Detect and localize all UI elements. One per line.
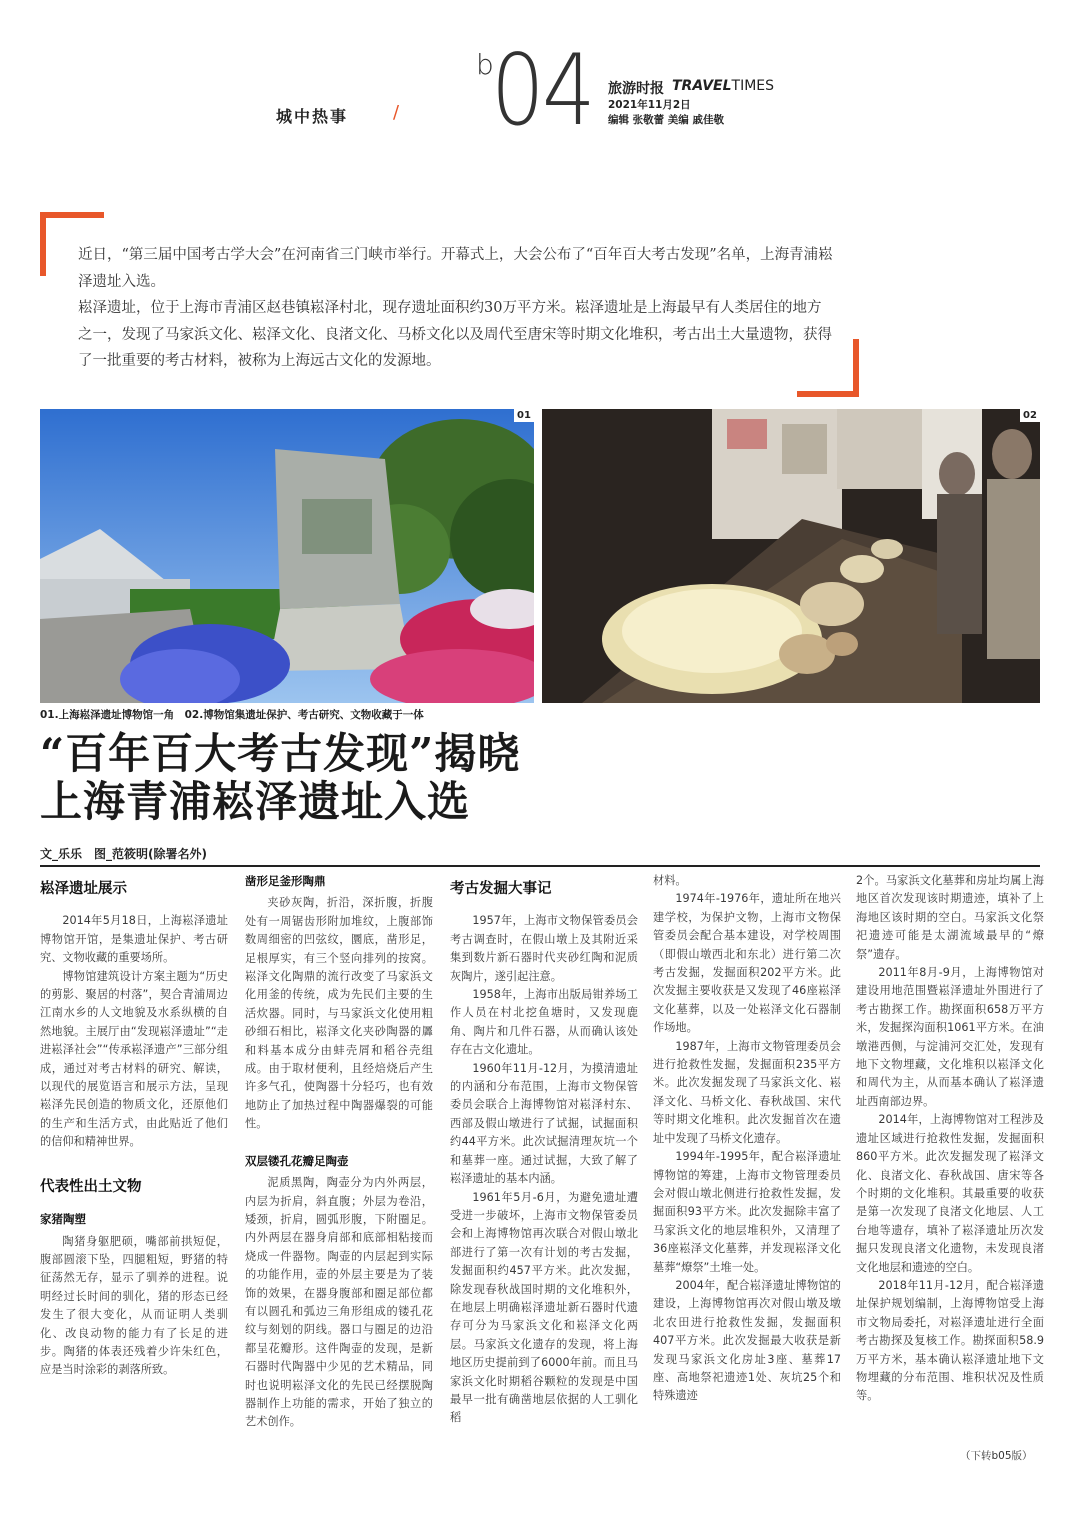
headline bbox=[40, 730, 520, 826]
section-slash: / bbox=[393, 102, 400, 123]
column-rule bbox=[40, 865, 1040, 867]
paragraph: 材料。 bbox=[653, 874, 687, 887]
paragraph: 1957年，上海市文物保管委员会考古调查时，在假山墩上及其附近采集到数片新石器时代夹砂红陶和泥质灰陶片，遂引起注意。 bbox=[450, 914, 638, 983]
photo-museum-exhibit bbox=[542, 409, 1040, 703]
column-5 bbox=[856, 872, 1044, 1406]
column-3 bbox=[450, 872, 638, 1428]
paragraph: 2014年，上海博物馆对工程涉及遗址区域进行抢救性发掘，发掘面积860平方米。此次发掘发现了崧泽文化、良渚文化、春秋战国、唐宋等各个时期的文化堆积。其最重要的收获是第一次发现了良渚文化地层、人工台地等遗存，填补了崧泽遗址历次发掘只发现良渚文化遗物，未发现良渚文化地层和遗迹的空白。 bbox=[856, 1113, 1044, 1274]
page-number: 04 bbox=[491, 34, 594, 148]
subheading: 代表性出土文物 bbox=[40, 1177, 142, 1195]
photo-number-1: 01 bbox=[514, 409, 534, 422]
paper-name-en-bold: TRAVEL bbox=[672, 78, 732, 94]
artifact-title: 双层镂孔花瓣足陶壶 bbox=[245, 1153, 349, 1168]
subheading: 考古发掘大事记 bbox=[450, 880, 552, 897]
column-4 bbox=[653, 872, 841, 1406]
intro-text bbox=[78, 242, 833, 375]
paragraph: 泥质黑陶，陶壶分为内外两层，内层为折肩，斜直腹；外层为卷沿，矮颈，折肩，圆弧形腹，下附圈足。内外两层在器身肩部和底部相粘接而烧成一件器物。陶壶的内层起到实际的功能作用，壶的外层主要是为了装饰的效果，在器身腹部和圈足部位都有以圆孔和弧边三角形组成的镂孔花纹与刻划的阴线。器口与圈足的边沿都呈花瓣形。这件陶壶的发现，是新石器时代陶器中少见的艺术精品，同时也说明崧泽文化的先民已经摆脱陶器制作上功能的需求，开始了独立的艺术创作。 bbox=[245, 1176, 433, 1429]
paragraph: 1960年11月-12月，为摸清遗址的内涵和分布范围，上海市文物保管委员会联合上海博物馆对崧泽村东、西部及假山墩进行了试掘，试掘面积约44平方米。此次试掘清理灰坑一个和墓葬一座。通过试掘，大致了解了崧泽遗址的基本内涵。 bbox=[450, 1061, 638, 1186]
paragraph: 1994年-1995年，配合崧泽遗址博物馆的筹建，上海市文物管理委员会对假山墩北侧进行抢救性发掘，发掘面积93平方米。此次发掘除丰富了马家浜文化的地层堆积外，又清理了36座崧泽文化墓葬，并发现崧泽文化墓葬“燎祭”土堆一处。 bbox=[653, 1150, 841, 1274]
byline: 文_乐乐 图_范筱明(除署名外) bbox=[40, 847, 207, 861]
artifact-title: 凿形足釜形陶鼎 bbox=[245, 874, 326, 888]
paragraph: 夹砂灰陶，折沿，深折腹，折腹处有一周锯齿形附加堆纹，上腹部饰数周细密的凹弦纹，圜底，凿形足，足根厚实，有三个竖向排列的按窝。崧泽文化陶鼎的流行改变了马家浜文化用釜的传统，成为先民们主要的生活炊器。同时，与马家浜文化使用粗砂细石相比，崧泽文化夹砂陶器的羼和料基本成分由蚌壳屑和稻谷壳组成。由于取材便利，且经焙烧后产生许多气孔，使陶器十分轻巧，也有效地防止了加热过程中陶器爆裂的可能性。 bbox=[245, 896, 433, 1131]
page-letter: b bbox=[476, 48, 494, 81]
subheading: 崧泽遗址展示 bbox=[40, 880, 127, 897]
paper-name-cn: 旅游时报 bbox=[608, 81, 664, 97]
paragraph: 博物馆建筑设计方案主题为“历史的剪影、聚居的村落”，契合青浦周边江南水乡的人文地貌及水系纵横的自然地貌。主展厅由“发现崧泽遗址”“走进崧泽社会”“传承崧泽遗产”三部分组成，通过对考古材料的研究、解读，以现代的展览语言和展示方法，呈现崧泽先民创造的物质文化，还原他们的生产和生活方式，由此贴近了他们的信仰和精神世界。 bbox=[40, 969, 228, 1149]
paragraph: 1961年5月-6月，为避免遗址遭受进一步破坏，上海市文物保管委员会和上海博物馆再次联合对假山墩北部进行了第一次有计划的考古发掘，发掘面积约457平方米。此次发掘，除发现春秋战国时期的文化堆积外，在地层上明确崧泽遗址新石器时代遗存可分为马家浜文化和崧泽文化两层。马家浜文化遗存的发现，将上海地区历史提前到了6000年前。而且马家浜文化时期稻谷颗粒的发现是中国最早一批有确凿地层依据的人工驯化稻 bbox=[450, 1190, 638, 1425]
continued-note: （下转b05版） bbox=[960, 1450, 1033, 1462]
paper-name-en-rest: TIMES bbox=[731, 78, 775, 94]
photo-caption: 01.上海崧泽遗址博物馆一角 02.博物馆集遗址保护、考古研究、文物收藏于一体 bbox=[40, 709, 424, 721]
paragraph: 1958年，上海市出版局钳养场工作人员在村北挖鱼塘时，又发现鹿角、陶片和几件石器，从而确认该处存在古文化遗址。 bbox=[450, 988, 638, 1057]
paragraph: 2个。马家浜文化墓葬和房址均属上海地区首次发现该时期遗迹，填补了上海地区该时期的空白。马家浜文化祭祀遗迹可能是太湖流域最早的“燎祭”遗存。 bbox=[856, 874, 1044, 961]
paragraph: 1974年-1976年，遗址所在地兴建学校，为保护文物，上海市文物保管委员会配合基本建设，对学校周围（即假山墩西北和东北）进行第二次考古发掘，发掘面积202平方米。此次发掘主要收获是又发现了46座崧泽文化墓葬，以及一处崧泽文化石器制作场地。 bbox=[653, 892, 841, 1035]
paragraph: 2014年5月18日，上海崧泽遗址博物馆开馆，是集遗址保护、考古研究、文物收藏的重要场所。 bbox=[40, 914, 228, 965]
paragraph: 陶猪身躯肥硕，嘴部前拱短促，腹部圆滚下坠，四腿粗短，野猪的特征荡然无存，显示了驯养的进程。说明经过长时间的驯化，猪的形态已经发生了很大变化，从而证明人类驯化、改良动物的能力有了长足的进步。陶猪的体表还残着少许朱红色，应是当时涂彩的剥落所致。 bbox=[40, 1234, 228, 1377]
paragraph: 1987年，上海市文物管理委员会进行抢救性发掘，发掘面积235平方米。此次发掘发现了马家浜文化、崧泽文化、马桥文化、春秋战国、宋代等时期文化堆积。此次发掘首次在遗址中发现了马桥文化遗存。 bbox=[653, 1039, 841, 1145]
photo-museum-monument bbox=[40, 409, 534, 703]
intro-paragraph: 近日，“第三届中国考古学大会”在河南省三门峡市举行。开幕式上，大会公布了“百年百大考古发现”名单，上海青浦崧泽遗址入选。 bbox=[78, 247, 833, 290]
intro-paragraph: 崧泽遗址，位于上海市青浦区赵巷镇崧泽村北，现存遗址面积约30万平方米。崧泽遗址是上海最早有人类居住的地方之一，发现了马家浜文化、崧泽文化、良渚文化、马桥文化以及周代至唐宋等时期文化堆积，考古出土大量遗物，获得了一批重要的考古材料，被称为上海远古文化的发源地。 bbox=[78, 300, 832, 370]
editors-line: 编辑 张敬蕾 美编 戚佳敬 bbox=[608, 114, 724, 126]
paper-name-en bbox=[672, 78, 774, 94]
photo-number-2: 02 bbox=[1020, 409, 1040, 422]
headline-line-1: “百年百大考古发现”揭晓 bbox=[40, 729, 521, 778]
publication-date: 2021年11月2日 bbox=[608, 99, 691, 111]
artifact-title: 家猪陶塑 bbox=[40, 1212, 86, 1227]
column-2 bbox=[245, 872, 433, 1432]
headline-line-2: 上海青浦崧泽遗址入选 bbox=[40, 777, 471, 826]
bracket-bottom-right bbox=[797, 339, 859, 397]
paragraph: 2011年8月-9月，上海博物馆对建设用地范围暨崧泽遗址外围进行了考古勘探工作。勘探面积658万平方米，发掘探沟面积1061平方米。在油墩港西侧，与淀浦河交汇处，发现有地下文物埋藏，文化堆积以崧泽文化和周代为主，从而基本确认了崧泽遗址西南部边界。 bbox=[856, 966, 1044, 1108]
column-1 bbox=[40, 872, 228, 1380]
paragraph: 2018年11月-12月，配合崧泽遗址保护规划编制，上海博物馆受上海市文物局委托，对崧泽遗址进行全面考古勘探及复核工作。勘探面积58.9万平方米，基本确认崧泽遗址地下文物埋藏的分布范围、堆积状况及性质等。 bbox=[856, 1278, 1044, 1403]
section-name: 城中热事 bbox=[276, 107, 349, 126]
paragraph: 2004年，配合崧泽遗址博物馆的建设，上海博物馆再次对假山墩及墩北农田进行抢救性发掘，发掘面积407平方米。此次发掘最大收获是新发现马家浜文化房址3座、墓葬17座、高地祭祀遗迹1处、灰坑25个和特殊遗迹 bbox=[653, 1278, 841, 1403]
